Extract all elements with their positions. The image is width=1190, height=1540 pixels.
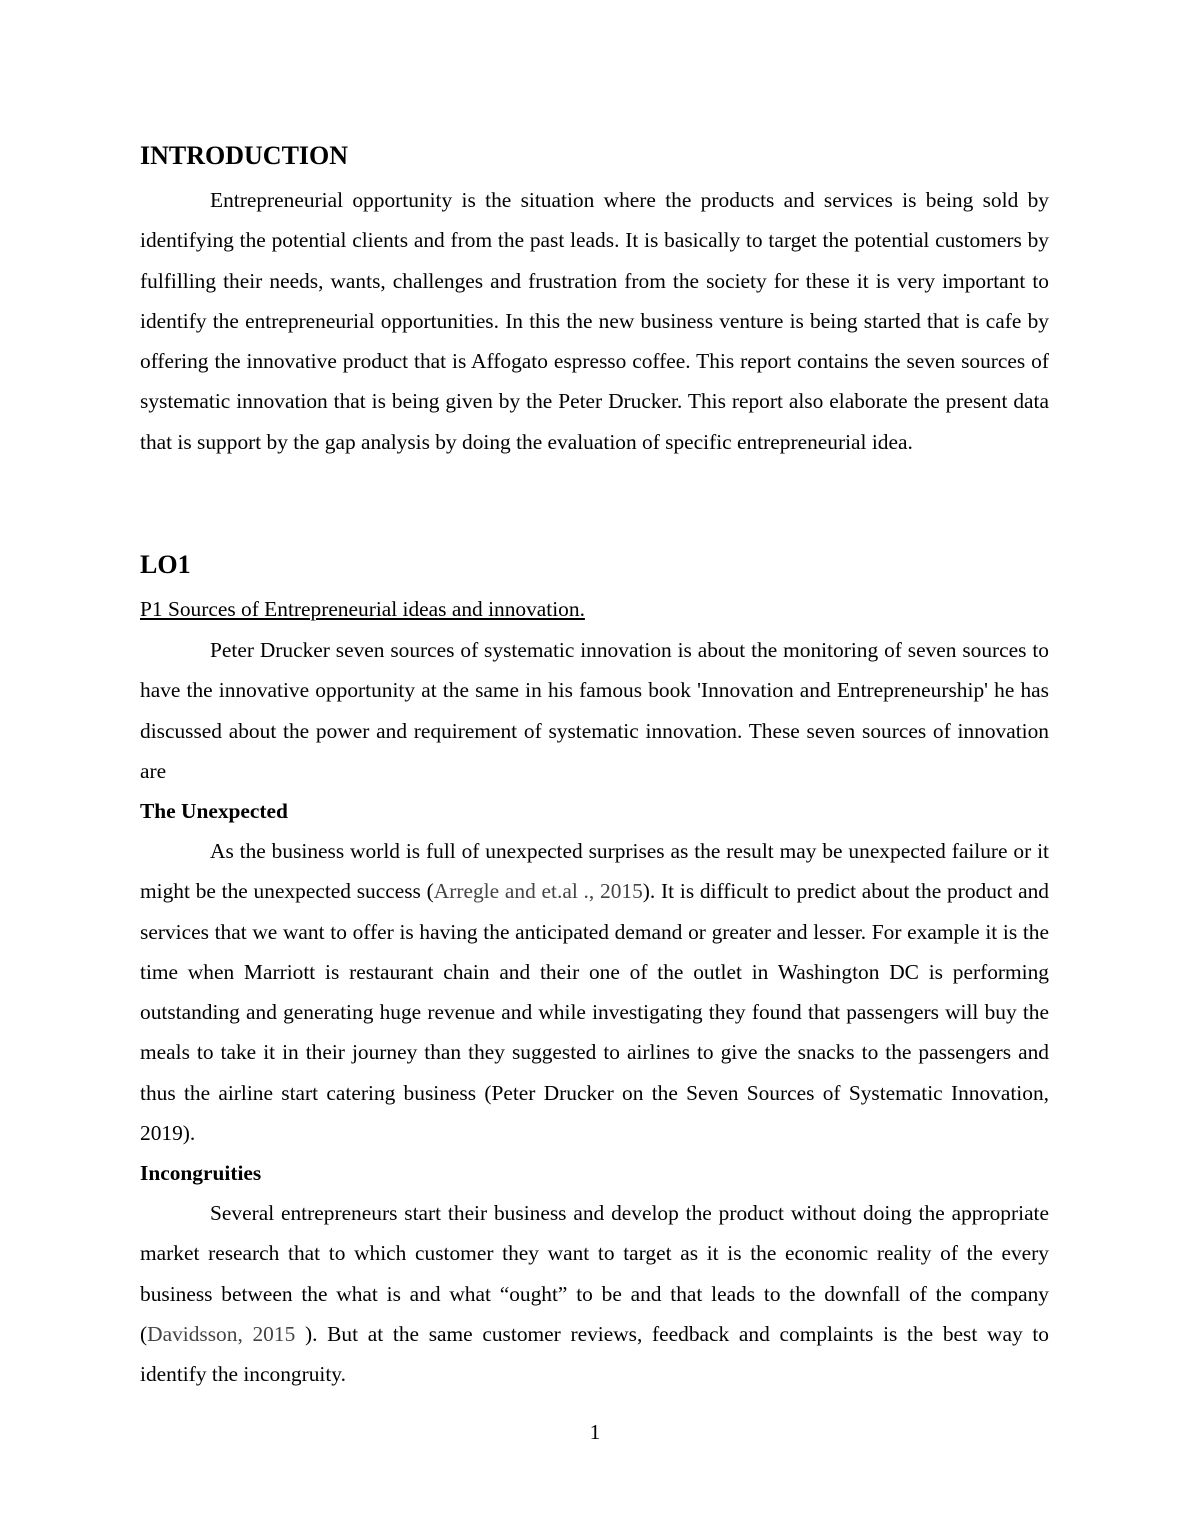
unexpected-heading: The Unexpected bbox=[140, 799, 288, 823]
citation-davidsson: Davidsson, 2015 bbox=[147, 1321, 305, 1346]
lo1-paragraph: Peter Drucker seven sources of systematic innovation is about the monitoring of seven sources to have the innovative opportunity at the same in his famous book 'Innovation and Entrepreneurship' he has discussed about the power and requirement of systematic innovation. These seven sources of innovation are bbox=[140, 638, 1049, 783]
incongruities-text-after: ). But at the same customer reviews, feedback and complaints is the best way to identify the incongruity. bbox=[140, 1321, 1049, 1387]
unexpected-text-before: As the business world is full of unexpected surprises as the result may be unexpected failure or it might be the unexpected success ( bbox=[140, 839, 1049, 904]
p1-subheading: P1 Sources of Entrepreneurial ideas and innovation. bbox=[140, 597, 585, 621]
citation-arregle: Arregle and et.al ., 2015 bbox=[433, 879, 643, 904]
introduction-heading: INTRODUCTION bbox=[140, 141, 349, 170]
page-number: 1 bbox=[589, 1420, 601, 1444]
unexpected-paragraph bbox=[140, 831, 1049, 1153]
incongruities-text-before: Several entrepreneurs start their business and develop the product without doing the appropriate market research that to which customer they want to target as it is the economic reality of the every business between the what is and what “ought” to be and that leads to the downfall of the company ( bbox=[140, 1201, 1049, 1346]
lo1-heading: LO1 bbox=[140, 550, 191, 579]
incongruities-heading: Incongruities bbox=[140, 1161, 262, 1185]
unexpected-text-after: ). It is difficult to predict about the product and services that we want to offer is having the anticipated demand or greater and lesser. For example it is the time when Marriott is restaurant chain and their one of the outlet in Washington DC is performing outstanding and generating huge revenue and while investigating they found that passengers will buy the meals to take it in their journey than they suggested to airlines to give the snacks to the passengers and thus the airline start catering business (Peter Drucker on the Seven Sources of Systematic Innovation, 2019). bbox=[140, 879, 1049, 1146]
incongruities-paragraph bbox=[140, 1193, 1049, 1394]
introduction-paragraph: Entrepreneurial opportunity is the situation where the products and services is being sold by identifying the potential clients and from the past leads. It is basically to target the potential customers by fulfilling their needs, wants, challenges and frustration from the society for these it is very important to identify the entrepreneurial opportunities. In this the new business venture is being started that is cafe by offering the innovative product that is Affogato espresso coffee. This report contains the seven sources of systematic innovation that is being given by the Peter Drucker. This report also elaborate the present data that is support by the gap analysis by doing the evaluation of specific entrepreneurial idea. bbox=[140, 188, 1049, 454]
